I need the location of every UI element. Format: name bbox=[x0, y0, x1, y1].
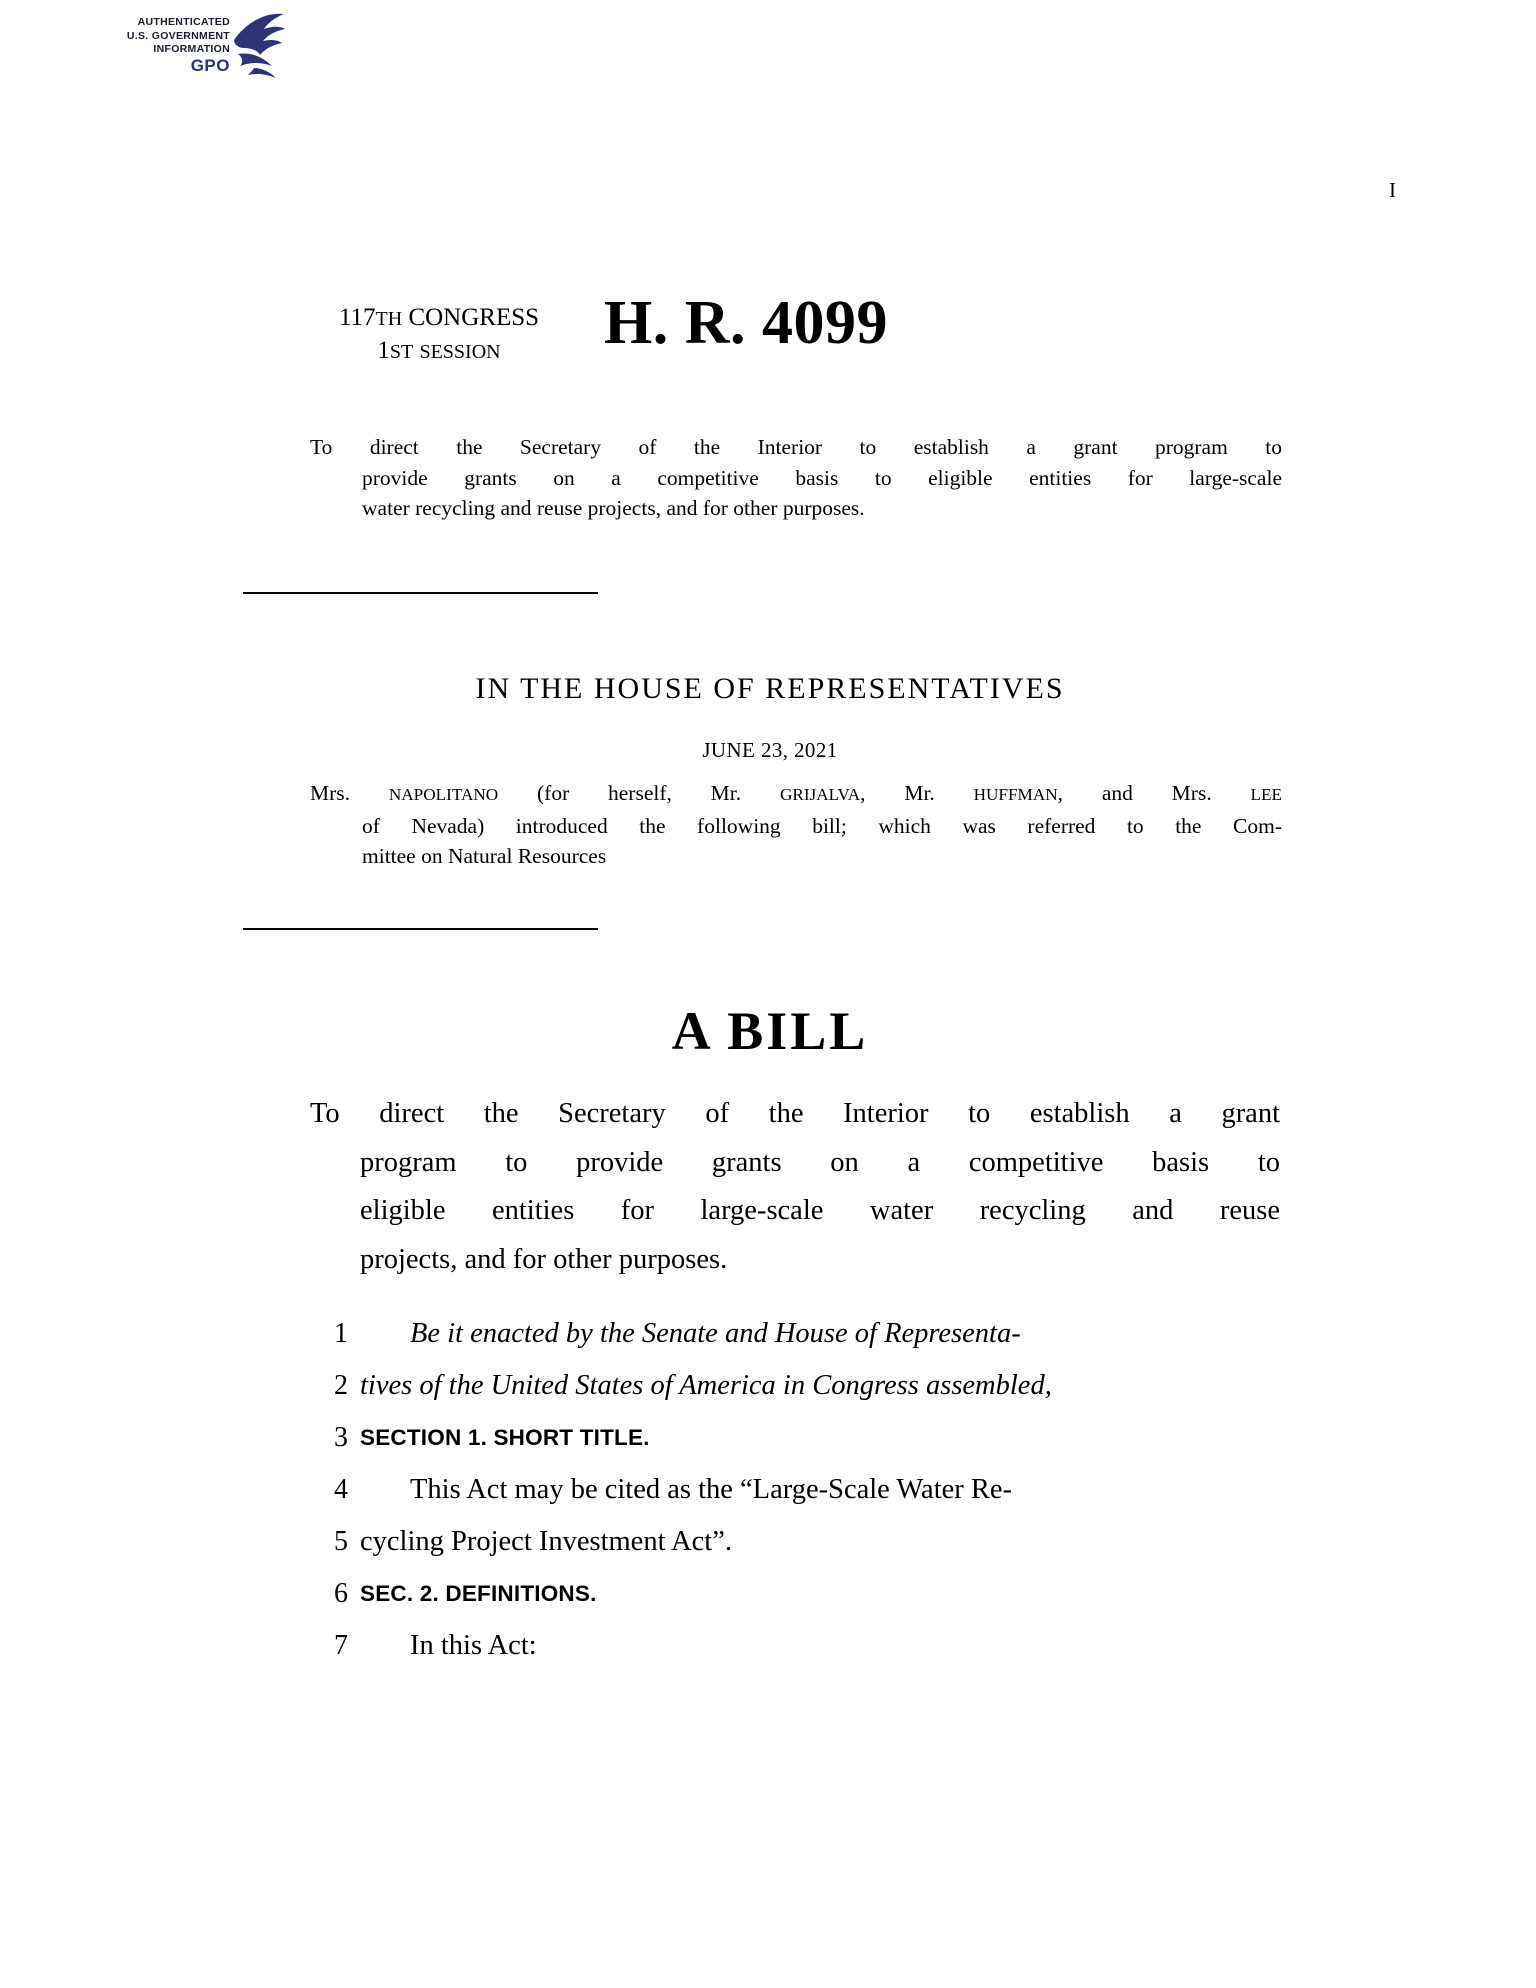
congress-number: 117 bbox=[338, 304, 376, 331]
bill-line bbox=[310, 1620, 1230, 1672]
bill-line-text: Be it enacted by the Senate and House of Representa- bbox=[410, 1318, 1021, 1349]
congress-word: CONGRESS bbox=[408, 304, 540, 331]
bill-long-title bbox=[310, 1090, 1280, 1284]
gpo-seal-line-2: U.S. GOVERNMENT bbox=[126, 29, 230, 42]
gpo-authentication-seal bbox=[108, 8, 288, 80]
summary-line-1: To direct the Secretary of the Interior to establish a grant program to bbox=[310, 435, 1282, 459]
sponsor-mid-3: , and Mrs. bbox=[1057, 781, 1251, 805]
line-number: 7 bbox=[334, 1630, 348, 1661]
session-word: SESSION bbox=[419, 341, 501, 363]
sponsor-prefix: Mrs. bbox=[310, 781, 389, 805]
sponsor-line-3: mittee on Natural Resources bbox=[362, 844, 607, 868]
gpo-seal-line-3: INFORMATION bbox=[153, 43, 230, 55]
date-month: JUNE bbox=[702, 738, 756, 762]
bill-line-text: cycling Project Investment Act”. bbox=[360, 1526, 732, 1557]
long-title-line-3: eligible entities for large-scale water recycling and reuse bbox=[360, 1195, 1280, 1226]
sponsor-line-2: of Nevada) introduced the following bill; which was referred to the Com- bbox=[362, 813, 1282, 838]
summary-line-2: provide grants on a competitive basis to eligible entities for large-scale bbox=[362, 465, 1282, 490]
line-number: 2 bbox=[334, 1370, 348, 1401]
bill-line bbox=[310, 1360, 1230, 1412]
bill-line-text: In this Act: bbox=[410, 1630, 537, 1661]
chamber-heading: IN THE HOUSE OF REPRESENTATIVES bbox=[475, 672, 1065, 705]
session-number: 1 bbox=[377, 337, 390, 364]
bill-title: A BILL bbox=[671, 1001, 869, 1061]
sponsor-name-huffman: HUFFMAN bbox=[973, 785, 1058, 804]
gpo-seal-text bbox=[127, 16, 230, 57]
gpo-seal-acronym: GPO bbox=[190, 56, 230, 75]
congress-session-block bbox=[310, 292, 568, 368]
bill-body-lines bbox=[310, 1308, 1230, 1672]
sponsor-mid-2: , Mr. bbox=[860, 781, 974, 805]
bill-line bbox=[310, 1412, 1230, 1464]
bill-header bbox=[310, 289, 1230, 368]
bill-line-text: This Act may be cited as the “Large-Scale Water Re- bbox=[410, 1474, 1013, 1505]
page-marker: I bbox=[1389, 178, 1396, 202]
eagle-icon bbox=[228, 10, 288, 80]
congress-ordinal: TH bbox=[375, 308, 403, 330]
bill-line bbox=[310, 1308, 1230, 1360]
line-number: 6 bbox=[334, 1578, 348, 1609]
session-label bbox=[310, 335, 568, 368]
bill-line bbox=[310, 1464, 1230, 1516]
bill-number: H. R. 4099 bbox=[604, 289, 888, 357]
long-title-line-1: To direct the Secretary of the Interior to establish a grant bbox=[310, 1098, 1280, 1129]
bill-line bbox=[310, 1516, 1230, 1568]
summary-line-3: water recycling and reuse projects, and for other purposes. bbox=[362, 496, 865, 520]
sponsor-paragraph bbox=[310, 778, 1282, 872]
bill-line-text: tives of the United States of America in Congress assembled, bbox=[360, 1370, 1052, 1401]
date-day-year: 23, 2021 bbox=[760, 738, 838, 762]
line-number: 3 bbox=[334, 1422, 348, 1453]
sponsor-name-grijalva: GRIJALVA bbox=[779, 785, 861, 804]
section-heading: SEC. 2. DEFINITIONS. bbox=[360, 1581, 597, 1606]
divider-rule-bottom bbox=[243, 928, 598, 930]
sponsor-mid-1: (for herself, Mr. bbox=[498, 781, 780, 805]
sponsor-line-1 bbox=[310, 778, 1282, 811]
section-heading: SECTION 1. SHORT TITLE. bbox=[360, 1425, 650, 1450]
long-title-line-4: projects, and for other purposes. bbox=[360, 1243, 728, 1275]
session-ordinal: ST bbox=[389, 341, 414, 363]
gpo-seal-line-1: AUTHENTICATED bbox=[137, 16, 230, 28]
introduction-date bbox=[310, 738, 1230, 763]
line-number: 5 bbox=[334, 1526, 348, 1557]
line-number: 1 bbox=[334, 1318, 348, 1349]
sponsor-name-napolitano: NAPOLITANO bbox=[388, 785, 499, 804]
congress-label bbox=[310, 302, 568, 335]
long-title-line-2: program to provide grants on a competitive basis to bbox=[360, 1146, 1280, 1178]
line-number: 4 bbox=[334, 1474, 348, 1505]
sponsor-name-lee: LEE bbox=[1250, 785, 1282, 804]
bill-line bbox=[310, 1568, 1230, 1620]
divider-rule-top bbox=[243, 592, 598, 594]
bill-summary-caption bbox=[310, 432, 1282, 524]
